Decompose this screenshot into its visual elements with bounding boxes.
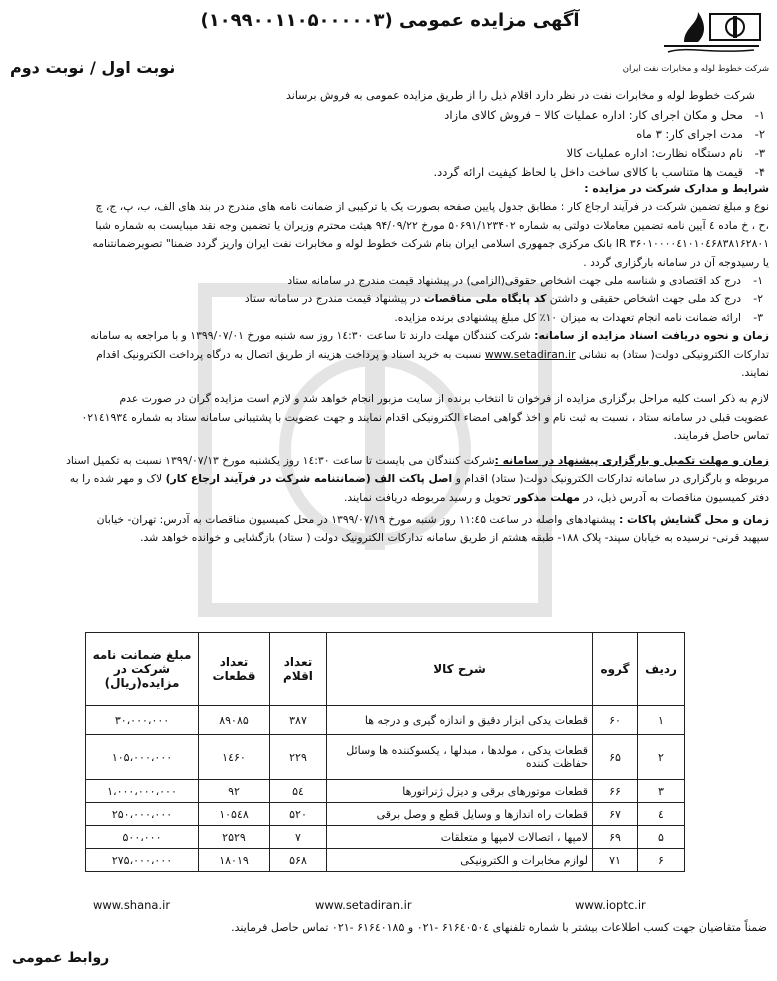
- conditions-heading: شرایط و مدارک شرکت در مزایده :: [584, 182, 769, 195]
- oil-company-emblem-icon: [622, 6, 769, 86]
- ioptc-link[interactable]: www.ioptc.ir: [575, 898, 646, 912]
- table-header-row: [86, 633, 685, 706]
- docs-paragraph: زمان و نحوه دریافت اسناد مزایده از سامانه: شرکت کنندگان مهلت دارند تا ساعت ۱٤:۳۰ روز سه شنبه مورخ ۱۳۹۹/۰۷/۰۱ و با مراجعه به سامانه: [90, 329, 769, 343]
- opening-paragraph: زمان و محل گشایش پاکات : پیشنهادهای واصله در ساعت ۱۱:٤۵ روز شنبه مورخ ۱۳۹۹/۰۷/۱۹ در محل کمیسیون مناقصات به آدرس: تهران- خیابان: [96, 512, 769, 526]
- table-row: ۵ ۶۹ لامپها ، اتصالات لامپها و متعلقات ۷ ۲۵۲۹ ۵۰۰،۰۰۰: [86, 826, 685, 849]
- conditions-section: شرایط و مدارک شرکت در مزایده : نوع و مبلغ تضمین شرکت در فرآیند ارجاع کار : مطابق جدول پایین صفحه بصورت یک یا ترکیبی از ضمانت نامه های مندرج در بند های الف، ب، پ، ج، چ ،ح ، خ ماده ٤ آیین نامه تضمین معاملات دولتی به شماره ۵۰۶۹۱/۱۲۳۴۰۲ مورخ ۹۴/۰۹/۲۲ هیئت محترم وزیران یا تضمین وجه نقد میبایست به شماره شبا IR ۳۶۰۱۰۰۰۰٤۱۰۱۰٤۶۸۳۸۱۶۲۸۰۱ بانک مرکزی جمهوری اسلامی ایران بنام شرکت خطوط لوله و مخابرات نفت ایران واریز گردد ضمنا" تصویرضمانتنامه یا رسیدوجه آن در سامانه بارگزاری گردد . ۱-درج کد اقتصادی و شناسه ملی جهت اشخاص حقوقی(الزامی) در پیشنهاد قیمت مندرج در سامانه ستاد ۲-درج کد ملی جهت اشخاص حقیقی و داشتن کد پایگاه ملی مناقصات در پیشنهاد قیمت مندرج در سامانه ستاد ۳-ارائه ضمانت نامه انجام تعهدات به میزان ۱۰٪ کل مبلغ پیشنهادی برنده مزایده. زمان و نحوه دریافت اسناد مزایده از سامانه: شرکت کنندگان مهلت دارند تا ساعت ۱٤:۳۰ روز سه شنبه مورخ ۱۳۹۹/۰۷/۰۱ و با مراجعه به سامانه تدارکات الکترونیکی دولت( ستاد) به نشانی www.setadiran.ir نسبت به خرید اسناد و پرداخت هزینه از طریق اتصال به درگاه پرداخت الکترونیک اقدام نمایند. لازم به ذکر است کلیه مراحل برگزاری مزایده از فرخوان تا انتخاب برنده از سایت مزبور انجام خواهد شد و لازم است مزایده گران در صورت عدم عضویت قبلی در سامانه ستاد ، نسبت به ثبت نام و اخذ گواهی امضاء الکترونیکی اقدام نمایند و جهت عضویت با پشتیبانی سامانه ستاد به شماره ۰۲۱٤۱۹۳٤ تماس حاصل فرمایند. زمان و مهلت تکمیل و بارگزاری پیشنهاد در سامانه :شرکت کنندگان می بایست تا ساعت ۱٤:۳۰ روز یکشنبه مورخ ۱۳۹۹/۰۷/۱۳ نسبت به تکمیل اسناد مربوطه و بارگزاری در سامانه تدارکات الکترونیک دولت( ستاد) اقدام و اصل پاکت الف (ضمانتنامه شرکت در فرآیند ارجاع کار) لاک و مهر شده را به دفتر کمیسیون مناقصات به آدرس ذیل، در مهلت مذکور تحویل و رسید مربوطه دریافت نمایند. زمان و محل گشایش پاکات : پیشنهادهای واصله در ساعت ۱۱:٤۵ روز شنبه مورخ ۱۳۹۹/۰۷/۱۹ در محل کمیسیون مناقصات به آدرس: تهران- خیابان سپهبد قرنی- نرسیده به خیابان سپند- پلاک ۱۸۸- طبقه هشتم از طریق سامانه تدارکات الکترونیک دولت ( ستاد) بازگشایی و خوانده خواهد شد.: [7, 180, 769, 548]
- list-item: ۳-ارائه ضمانت نامه انجام تعهدات به میزان ۱۰٪ کل مبلغ پیشنهادی برنده مزایده.: [394, 310, 763, 324]
- setadiran-footer-link[interactable]: www.setadiran.ir: [315, 898, 412, 912]
- guarantee-line: ،ح ، خ ماده ٤ آیین نامه تضمین معاملات دولتی به شماره ۵۰۶۹۱/۱۲۳۴۰۲ مورخ ۹۴/۰۹/۲۲ هیئت محترم وزیران یا تضمین وجه نقد میبایست به شماره شبا: [95, 218, 769, 232]
- table-row: ٤ ۶۷ قطعات راه اندازها و وسایل قطع و وصل برقی ۵۲۰ ۱۰۵٤۸ ۲۵۰،۰۰۰،۰۰۰: [86, 803, 685, 826]
- list-item: ۲-درج کد ملی جهت اشخاص حقیقی و داشتن کد پایگاه ملی مناقصات در پیشنهاد قیمت مندرج در سامانه ستاد: [244, 292, 763, 306]
- list-item: ۳-نام دستگاه نظارت: اداره عملیات کالا: [566, 146, 765, 160]
- contact-text: ضمناً متقاضیان جهت کسب اطلاعات بیشتر با شماره تلفنهای ۶۱۶٤۰۵۰٤ -۰۲۱ و ۶۱۶٤۰۱۸۵ -۰۲۱ تماس حاصل فرمایند.: [231, 921, 767, 934]
- goods-table: [85, 632, 685, 872]
- header-items-count: تعداد اقلام: [270, 633, 327, 706]
- list-item: ۱-محل و مکان اجرای کار: اداره عملیات کالا – فروش کالای مازاد: [444, 108, 765, 122]
- work-items: [165, 106, 765, 182]
- header-description: شرح کالا: [327, 633, 593, 706]
- header-group: گروه: [593, 633, 638, 706]
- condition-list: [7, 272, 769, 327]
- logo-caption: شرکت خطوط لوله و مخابرات نفت ایران: [622, 64, 769, 74]
- guarantee-line: یا رسیدوجه آن در سامانه بارگزاری گردد .: [583, 255, 769, 269]
- header-row-number: ردیف: [638, 633, 685, 706]
- note-paragraph: لازم به ذکر است کلیه مراحل برگزاری مزایده از فرخوان تا انتخاب برنده از سایت مزبور انجام خواهد شد و لازم است مزایده گران در صورت عدم: [119, 392, 769, 406]
- guarantee-line: نوع و مبلغ تضمین شرکت در فرآیند ارجاع کار : مطابق جدول پایین صفحه بصورت یک یا ترکیبی از ضمانت نامه های مندرج در بند های الف، ب، پ، ج، چ: [95, 200, 769, 214]
- table-row: ۶ ۷۱ لوازم مخابرات و الکترونیکی ۵۶۸ ۱۸۰۱۹ ۲۷۵،۰۰۰،۰۰۰: [86, 849, 685, 872]
- table-row: ۳ ۶۶ قطعات موتورهای برقی و دیزل ژنراتورها ۵٤ ۹۲ ۱،۰۰۰،۰۰۰،۰۰۰: [86, 780, 685, 803]
- page-title: آگهی مزایده عمومی (۱۰۹۹۰۰۱۱۰۵۰۰۰۰۰۳): [200, 10, 580, 31]
- guarantee-line: IR ۳۶۰۱۰۰۰۰٤۱۰۱۰٤۶۸۳۸۱۶۲۸۰۱ بانک مرکزی جمهوری اسلامی ایران بنام شرکت خطوط لوله و مخابرات نفت ایران واریز گردد ضمنا" تصویرضمانتنامه: [92, 237, 769, 251]
- shana-link[interactable]: www.shana.ir: [93, 898, 171, 912]
- company-logo: [622, 6, 769, 86]
- header-parts-count: تعداد قطعات: [199, 633, 270, 706]
- list-item: ۴-قیمت ها متناسب با کالای ساخت داخل با لحاظ کیفیت ارائه گردد.: [433, 165, 765, 179]
- table-row: ۲ ۶۵ قطعات یدکی ، مولدها ، مبدلها ، یکسوکننده ها وسائل حفاظت کننده ۲۲۹ ۱٤۶۰ ۱۰۵،۰۰۰،۰۰۰: [86, 735, 685, 780]
- list-item: ۱-درج کد اقتصادی و شناسه ملی جهت اشخاص حقوقی(الزامی) در پیشنهاد قیمت مندرج در سامانه ستاد: [287, 274, 763, 288]
- public-relations-signature: روابط عمومی: [12, 950, 110, 966]
- table-row: ۱ ۶۰ قطعات یدکی ابزار دقیق و اندازه گیری و درجه ها ۳۸۷ ۸۹۰۸۵ ۳۰،۰۰۰،۰۰۰: [86, 706, 685, 735]
- round-label: نوبت اول / نوبت دوم: [10, 58, 176, 77]
- setadiran-link[interactable]: www.setadiran.ir: [484, 347, 576, 361]
- header-guarantee-amount: مبلغ ضمانت نامه شرکت در مزایده(ریال): [86, 633, 199, 706]
- list-item: ۲-مدت اجرای کار: ۳ ماه: [636, 127, 765, 141]
- intro-text: شرکت خطوط لوله و مخابرات نفت در نظر دارد اقلام ذیل را از طریق مزایده عمومی به فروش برساند: [286, 89, 755, 102]
- submission-paragraph: زمان و مهلت تکمیل و بارگزاری پیشنهاد در سامانه :شرکت کنندگان می بایست تا ساعت ۱٤:۳۰ روز یکشنبه مورخ ۱۳۹۹/۰۷/۱۳ نسبت به تکمیل اسناد: [66, 453, 769, 467]
